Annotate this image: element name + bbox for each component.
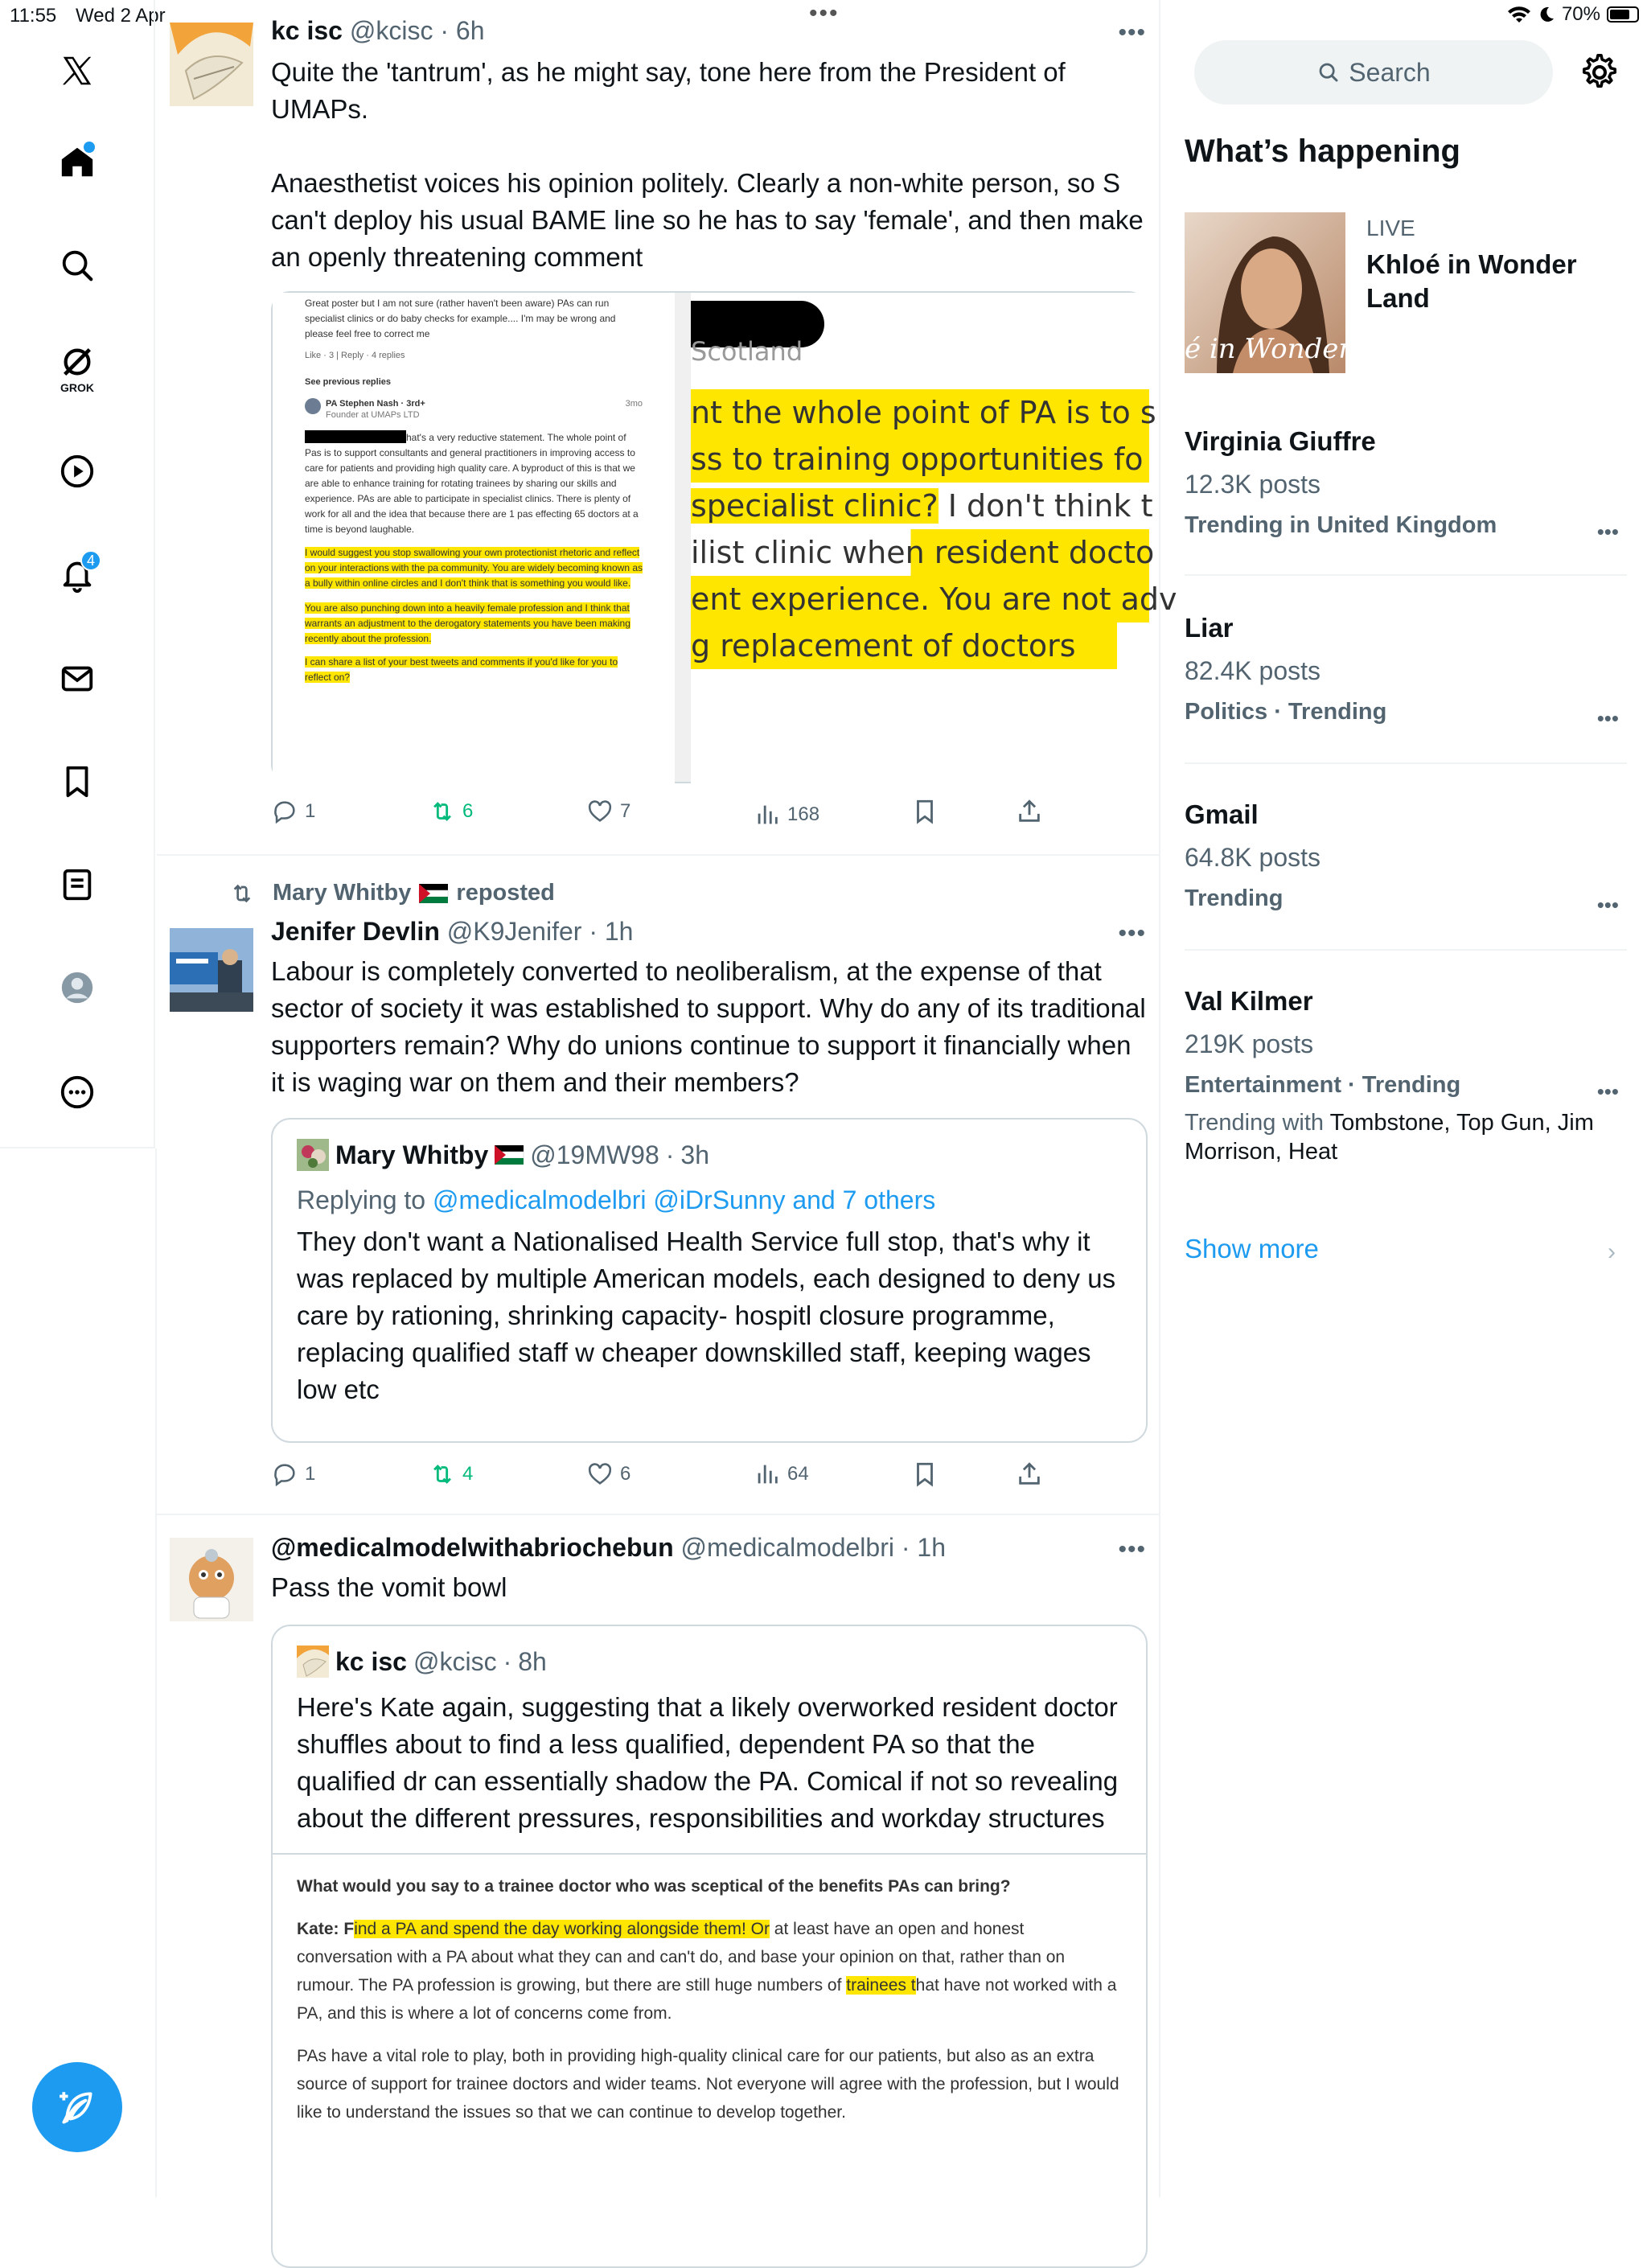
repost-count: 6 <box>462 800 474 822</box>
grok-icon[interactable] <box>51 336 103 394</box>
compose-feather-icon <box>57 2087 97 2127</box>
replying-to-links[interactable]: @medicalmodelbri @iDrSunny and 7 others <box>432 1185 936 1214</box>
replying-prefix: Replying to <box>297 1185 426 1214</box>
quote-author-name: kc isc <box>335 1646 407 1676</box>
doc-line: g replacement of doctors <box>691 622 1117 669</box>
trend-item[interactable] <box>1185 613 1627 764</box>
bookmark-icon <box>911 1461 939 1488</box>
heart-icon <box>586 798 614 825</box>
tweet-time[interactable]: 1h <box>917 1533 946 1562</box>
avatar[interactable] <box>170 928 253 1012</box>
live-event-image <box>1185 212 1379 373</box>
quote-text: They don't want a Nationalised Health Service full stop, that's why it was replaced by multiple American models, each designed to deny us care by rationing, shrinking capacity- hospitl closure programme, replacing qualified staff w cheaper downskilled staff, keeping wages low etc <box>297 1226 1116 1404</box>
trend-item[interactable] <box>1185 799 1627 951</box>
quote-media-article[interactable] <box>273 1853 1146 2159</box>
home-icon[interactable] <box>51 137 103 188</box>
live-tag: LIVE <box>1366 216 1415 240</box>
doc-author-time: 3mo <box>625 399 643 409</box>
redaction-bar <box>305 430 406 443</box>
tweet-actions <box>271 1461 1075 1493</box>
doc-line: ent experience. You are not adv <box>691 576 1149 622</box>
avatar[interactable] <box>170 23 253 106</box>
media-screenshot-left <box>273 293 675 785</box>
bookmark-button[interactable] <box>911 798 939 825</box>
palestine-flag-icon <box>495 1145 524 1165</box>
search-placeholder: Search <box>1349 57 1431 87</box>
like-count: 6 <box>620 1463 631 1485</box>
doc-meta: Like · 3 | Reply · 4 replies <box>305 351 405 360</box>
share-icon <box>1016 798 1043 825</box>
left-navigation <box>0 0 155 1148</box>
trend-count: 82.4K posts <box>1185 656 1320 685</box>
palestine-flag-icon <box>419 884 448 903</box>
show-more-link[interactable]: Show more <box>1185 1234 1319 1263</box>
quote-avatar <box>297 1139 329 1171</box>
trend-item[interactable] <box>1185 986 1627 1187</box>
quoted-tweet[interactable] <box>271 1118 1148 1443</box>
doc-line: I don't think t <box>938 488 1153 524</box>
trend-context: Trending in United Kingdom <box>1185 512 1497 538</box>
heart-icon <box>586 1461 614 1488</box>
article-answer: Kate: Find a PA and spend the day working alongside them! Or at least have an open and honest conversation with a PA about what they can and can't do, and base your opinion on that, rather than on rumour. The PA profession is growing, but there are still huge numbers of trainees that have not worked with a PA, and this is where a lot of concerns come from. <box>297 1920 1117 2023</box>
reposted-by[interactable]: Mary Whitby <box>273 880 412 906</box>
quote-header: kc isc @kcisc · 8h <box>297 1646 1122 1678</box>
live-title: Khloé in Wonder Land <box>1366 249 1577 313</box>
trend-context: Entertainment · Trending <box>1185 1072 1461 1098</box>
quote-text: Here's Kate again, suggesting that a likely overworked resident doctor shuffles about to find a less qualified, dependent PA so that the qualified dr can essentially shadow the PA. Comical if not so revealing about the different pressures, responsibilities and workday structures <box>297 1692 1119 1833</box>
tweet-time[interactable]: 6h <box>455 16 485 45</box>
doc-intro: Great poster but I am not sure (rather haven't been aware) PAs can run specialist clinics or do baby checks for example.... I'm may be wrong and please feel free to correct me <box>305 298 616 339</box>
tweet-header: @medicalmodelwithabriochebun @medicalmodelbri · 1h <box>271 1533 946 1562</box>
reply-count: 1 <box>305 1463 316 1485</box>
quote-avatar <box>297 1646 329 1678</box>
repost-count: 4 <box>462 1463 474 1485</box>
share-button[interactable] <box>1016 798 1043 825</box>
whats-happening-title: What’s happening <box>1185 134 1460 169</box>
live-image-caption: é in Wonder L <box>1185 333 1379 365</box>
media-screenshot-right <box>691 293 1177 785</box>
replying-to <box>297 1185 1122 1215</box>
tweet-header: Jenifer Devlin @K9Jenifer · 1h <box>271 917 634 946</box>
author-handle[interactable]: @kcisc <box>349 16 433 45</box>
doc-line: ilist clinic when resident docto <box>691 529 1149 576</box>
doc-p1: hat's a very reductive statement. The whole point of Pas is to support consultants and general practitioners in improving access to care for patients and providing high quality care. A byproduct of this is that we are able to enhance training for rotating trainees by sharing our skills and experience. PAs are able to participate in specialist clinics. There is plenty of work for all and the idea that because there are 1 pas effecting 65 doctors at a time is beyond laughable. <box>305 432 639 535</box>
explore-search-icon[interactable] <box>51 240 103 291</box>
quote-author-handle: @19MW98 <box>530 1140 659 1169</box>
trend-with: Trending with Tombstone, Top Gun, Jim Morrison, Heat <box>1185 1110 1594 1165</box>
reply-icon <box>271 1461 298 1488</box>
quote-author-name: Mary Whitby <box>335 1140 489 1169</box>
bookmarks-icon[interactable] <box>51 756 103 807</box>
doc-line: nt the whole point of PA is to s <box>691 389 1149 436</box>
reposted-banner[interactable] <box>229 880 555 906</box>
tweet-text: Labour is completely converted to neoliberalism, at the expense of that sector of society it was established to support. Why do any of its traditional supporters remain? Why do unions continue to support it financially when it is waging war on them and their members? <box>271 956 1153 1097</box>
quote-header: Mary Whitby @19MW98 · 3h <box>297 1139 1122 1171</box>
trend-count: 219K posts <box>1185 1029 1314 1058</box>
lists-icon[interactable] <box>51 859 103 910</box>
trend-name: Gmail <box>1185 799 1259 829</box>
trend-count: 64.8K posts <box>1185 843 1320 872</box>
battery-percent: 70% <box>1561 3 1600 25</box>
tweet-card[interactable] <box>157 1515 1160 2239</box>
profile-icon[interactable] <box>51 962 103 1013</box>
settings-gear-icon[interactable] <box>1580 53 1619 92</box>
more-icon[interactable]: ••• <box>1596 706 1619 730</box>
views-count: 64 <box>787 1463 809 1485</box>
views-icon <box>754 1461 781 1488</box>
doc-line: Scotland <box>691 336 803 367</box>
trend-name: Virginia Giuffre <box>1185 426 1376 456</box>
views-count: 168 <box>787 803 820 825</box>
doc-line: ss to training opportunities fo <box>691 436 1149 483</box>
repost-button[interactable] <box>429 1461 473 1488</box>
video-play-icon[interactable] <box>51 446 103 497</box>
grok-label: GROK <box>60 381 94 394</box>
views-icon <box>754 801 781 828</box>
like-button[interactable] <box>586 798 630 825</box>
doc-author-sub: Founder at UMAPs LTD <box>326 410 420 420</box>
repost-icon <box>429 798 456 825</box>
author-handle[interactable]: @medicalmodelbri <box>680 1533 894 1562</box>
author-name[interactable]: kc isc <box>271 16 343 45</box>
messages-envelope-icon[interactable] <box>51 653 103 705</box>
doc-line: specialist clinic? <box>691 488 939 524</box>
avatar[interactable] <box>170 1538 253 1621</box>
chevron-right-icon: › <box>1608 1239 1616 1265</box>
home-new-indicator <box>84 142 95 153</box>
tweet-media[interactable] <box>271 291 1177 783</box>
doc-p2: I would suggest you stop swallowing your own protectionist rhetoric and reflect on your interactions with the pa community. You are widely becoming known as a bully within online circles and I don't think that is something you would like. <box>305 547 643 589</box>
like-button[interactable] <box>586 1461 630 1488</box>
right-sidebar <box>1162 0 1647 2197</box>
trend-name: Val Kilmer <box>1185 986 1313 1016</box>
more-icon[interactable]: ••• <box>1118 1536 1146 1563</box>
doc-author-avatar <box>305 398 321 414</box>
search-icon <box>1316 60 1341 84</box>
compose-post-button[interactable] <box>32 2062 122 2152</box>
tweet-card[interactable] <box>157 856 1160 1515</box>
more-icon[interactable]: ••• <box>1596 1079 1619 1103</box>
bookmark-icon <box>911 798 939 825</box>
multitasking-dots[interactable]: ••• <box>809 0 840 27</box>
tweet-text: Pass the vomit bowl <box>271 1572 507 1602</box>
repost-icon <box>429 1461 456 1488</box>
like-count: 7 <box>620 800 631 822</box>
x-logo-icon[interactable] <box>51 45 103 97</box>
author-name[interactable]: @medicalmodelwithabriochebun <box>271 1533 674 1562</box>
views-button[interactable] <box>754 1461 809 1488</box>
status-date: Wed 2 Apr <box>76 5 166 27</box>
article-question: What would you say to a trainee doctor who was sceptical of the benefits PAs can bring? <box>297 1877 1011 1896</box>
share-button[interactable] <box>1016 1461 1043 1488</box>
status-time: 11:55 <box>10 5 57 27</box>
doc-p4: I can share a list of your best tweets and comments if you'd like for you to reflect on? <box>305 656 618 683</box>
quote-time: 3h <box>680 1140 710 1169</box>
reply-icon <box>271 798 298 825</box>
trend-context: Politics · Trending <box>1185 699 1387 725</box>
reply-button[interactable] <box>271 1461 315 1488</box>
quoted-tweet[interactable] <box>271 1625 1148 2268</box>
trend-count: 12.3K posts <box>1185 470 1320 499</box>
doc-p3: You are also punching down into a heavily female profession and I think that warrants an adjustment to the derogatory statements you have been making recently about the profession. <box>305 602 630 644</box>
tweet-text: Quite the 'tantrum', as he might say, tone here from the President of UMAPs. Anaesthetist voices his opinion politely. Clearly a non-white person, so S can't deploy his usual BAME line so he has to say 'female', and then make an openly threatening comment <box>271 57 1144 272</box>
reposted-suffix: reposted <box>456 880 555 906</box>
trend-name: Liar <box>1185 613 1234 643</box>
repost-icon <box>229 881 255 906</box>
more-icon[interactable]: ••• <box>1596 893 1619 917</box>
more-icon[interactable]: ••• <box>1596 520 1619 544</box>
tweet-card[interactable] <box>157 0 1177 856</box>
tweet-actions <box>271 798 1075 830</box>
more-icon[interactable]: ••• <box>1118 920 1146 947</box>
quote-time: 8h <box>518 1646 547 1676</box>
live-event-card[interactable] <box>1185 212 1643 373</box>
views-button[interactable] <box>754 801 819 828</box>
notifications-badge: 4 <box>80 550 101 571</box>
reply-count: 1 <box>305 800 316 822</box>
trend-item[interactable] <box>1185 426 1627 576</box>
doc-author: PA Stephen Nash · 3rd+ <box>326 399 425 409</box>
more-icon[interactable]: ••• <box>1118 19 1146 46</box>
tweet-header: kc isc @kcisc · 6h <box>271 16 485 45</box>
timeline <box>157 0 1177 2197</box>
author-handle[interactable]: @K9Jenifer <box>446 917 582 946</box>
search-input[interactable] <box>1194 40 1553 105</box>
bookmark-button[interactable] <box>911 1461 939 1488</box>
trend-context: Trending <box>1185 885 1284 911</box>
more-options-icon[interactable] <box>51 1066 103 1118</box>
quote-author-handle: @kcisc <box>413 1646 497 1676</box>
share-icon <box>1016 1461 1043 1488</box>
notifications-bell-icon[interactable] <box>51 549 103 600</box>
article-paragraph: PAs have a vital role to play, both in providing high-quality clinical care for our patients, but also as an extra source of support for trainee doctors and wider teams. Not everyone will agree with the profession, but I would like to understand the issues so that we can continue to develop together. <box>297 2047 1119 2122</box>
doc-see-previous: See previous replies <box>305 377 391 387</box>
author-name[interactable]: Jenifer Devlin <box>271 917 440 946</box>
tweet-time[interactable]: 1h <box>604 917 634 946</box>
repost-button[interactable] <box>429 798 473 825</box>
reply-button[interactable] <box>271 798 315 825</box>
